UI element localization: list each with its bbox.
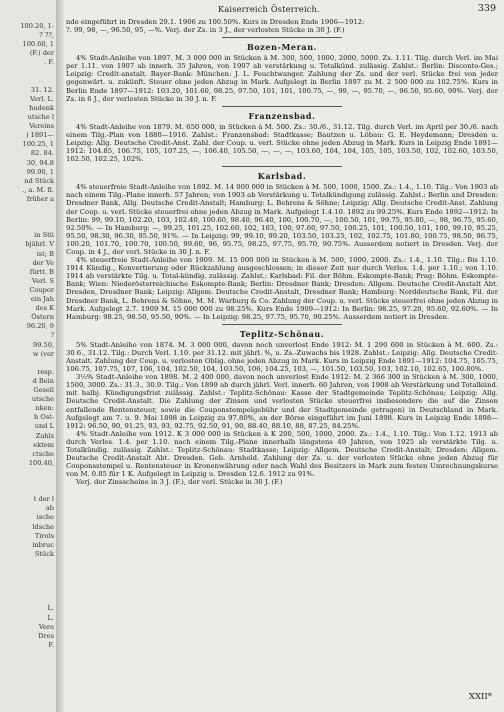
intro-line: ?. 99, 98, —, 96.50, 95, —%. Verj. der Zs. in 3 J., der verlosten Stücke in 30 J. (F.) bbox=[66, 26, 345, 35]
section-heading-bozen-meran: Bozen-Meran. bbox=[246, 42, 317, 53]
previous-page-edge bbox=[0, 0, 57, 712]
section-rule bbox=[222, 37, 342, 38]
left-strip-line: ? bbox=[50, 331, 54, 340]
left-strip-line: Verl. L. bbox=[30, 94, 54, 103]
section-rule bbox=[222, 106, 342, 107]
left-strip-line: 100.25, 1 bbox=[22, 140, 54, 149]
left-strip-line: (F.) der bbox=[29, 49, 54, 58]
section-paragraph: 4% Stadt-Anleihe von 1897. M. 3 000 000 in Stücken à M. 300, 500, 1000, 2000, 5000. Zs. 1.11. Tilg. durch Verl. im Mai per 1.11. von 1907 ab innerh. 35 Jahren, von 1907 ab verstärkung u. Totalkünd. zulässig. Zahlst.: Berlin: Disconto-Ges.; Leipzig: Credit-anstalt. Bayer-Bank: München: J. L. Feuchtwanger. Zahlung der Zs. und der verl. Stücke frei von jeder gegenwärt. u. zukünft. Steuer ohne jeden Abzug in Mark. Aufgelegt in Berlin 1897 zu M. 2 500 000 zu 102.75%. Kurs in Berlin Ende 1897—1912: 103.20, 101.60, 98.25, 97.50, 101, 101, 100.75, —, 99, —, 95.70, —, 96.50, 95.60, 90%. Verj. der Zs. in 6 J., der verlosten Stücke in 30 J. n. F. bbox=[66, 54, 498, 103]
section-rule bbox=[222, 324, 342, 325]
page bbox=[66, 0, 498, 712]
left-strip-line: d Bein bbox=[32, 376, 54, 385]
left-strip-line: L. bbox=[47, 604, 54, 613]
left-strip-line: 30, 94.8 bbox=[26, 158, 54, 167]
section-paragraph: 3½% Stadt-Anleihe von 1898. M. 2 400 000, davon noch unverlost Ende 1912: M. 2 366 300 in Stücken à M. 300, 1000, 1500, 3000. Zs.: 31.3., 30.9. Tilg.: Von 1899 ab durch jährl. Verl. innerh. 60 Jahren, von 1908 ab Verstärkung und Totalkünd. mit halbj. Kündigungsfrist zulässig. Zahlst.: Teplitz-Schönau: Kasse der Stadtgemeinde Teplitz-Schönau; Leipzig: Allg. Deutsche Credit-Anstalt. Die Zahlung der Zinsen und verlosten Stücke steuerfrei insbesondere die auf die Zinsen entfallende Rentensteuer, sowie die Couponstempelgebühr und der Stadtgemeinde getragen) in Deutschland in Mark. Aufgelegt am 7. u. 9. Mai 1898 in Leipzig zu 97.80%, an der Börse eingeführt im Juni 1898. Kurs in Leipzig Ende 1898—1912: 96.50, 90, 91.25, 93, 93, 92.75, 92.50, 91, 90, 88.40, 88.10, 88, 87.25, 84.25%. bbox=[66, 373, 498, 430]
section-paragraph: 4% steuerfreie Stadt-Anleihe von 1909. M. 15 000 000 in Stücken à M. 500, 1000, 2000. Zs.: 1.4., 1.10. Tilg.: Bis 1.10. 1914 Kündig., Konvertierung oder Rückzahlung ausgeschlossen; in dieser Zeit nur durch Verlos. 1.4. per 1.10.; von 1.10. 1914 ab verstärkte Tilg. u. Total-kündig. zulässig. Zahlst.: Karlsbad: Fil. der Böhm. Eskompte-Bank; Prag: Böhm. Eskompte-Bank; Wien: Niederösterreichische Eskompte-Bank; Berlin: Dresdner Bank; Dresden: Allgem. Deutsche Credit-Anstalt Abt. Dresden, Dresdner Bank; Leipzig: Allgem. Deutsche Credit-Anstalt, Dresdner Bank; Hamburg: Norddeutsche Bank, Fil. der Dresdner Bank, L. Behrens & Söhne, M. M. Warburg & Co. Zahlung der Coup. u. verl. Stücke steuerfrei ohne jeden Abzug in Mark. Aufgelegt 2.7. 1909 M. 15 000 000 zu 98.25%. Kurs Ende 1909—1912: In Berlin: 98.25, 97.20, 95.60, 92.60%. — In Hamburg: 98.25, 98.50, 95.50, 90%. — In Leipzig: 98.25, 97.75, 95.70, 90.25%. Ausserdem notiert in Dresden. bbox=[66, 256, 498, 321]
left-strip-line: 82. 84. bbox=[30, 149, 54, 158]
signature-mark: XXII* bbox=[468, 692, 492, 702]
left-strip-line: Gesell bbox=[33, 386, 54, 394]
left-strip-line: ab bbox=[45, 504, 54, 513]
left-strip-line: utsche bbox=[31, 395, 54, 404]
left-strip-line: hudenk bbox=[29, 103, 54, 112]
page-number: 339 bbox=[477, 3, 496, 14]
left-strip-line: inbruc bbox=[32, 540, 54, 549]
section-paragraph: 4% Stadt-Anleihe von 1912. K 3 000 000 in Stücken à K 200, 500, 1000, 2000. Zs.: 1.4., 1.10. Tilg.: Von 1.12. 1913 ab durch Verlos. 1.4. per 1.10. nach einem Tilg.-Plane innerhalb längstens 49 Jahren, von 1925 ab verstärkte Tilg. u. Totalkündig. zulässig. Zahlst.: Teplitz-Schönau: Stadtkasse; Leipzig: Allgem. Deutsche Credit-Anstalt; Dresden: Allgem. Deutsche Credit-Anstalt Abt. Dresden. Geb. Arnhold. Zahlung der Zs. u. der verlosten Stücke ohne jeden Abzug für Couponsstempel u. Rentensteuer in Kronenwährung oder nach Wahl des Besitzers in Mark zum festen Umrechnungskurse von M. 0.85 für 1 K. Aufgelegt in Leipzig u. Dresden 12.6. 1912 zu 91%. bbox=[66, 429, 498, 479]
section-paragraph: 4% steuerfreie Stadt-Anleihe von 1892. M. 14 000 000 in Stücken à M. 500, 1000, 1500. Zs.: 1.4., 1.10. Tilg.: Von 1903 ab nach einem Tilg.-Plane innerh. 57 Jahren; von 1903 ab Verstärkung u. Totalkündigung zulässig. Zahlst.: Berlin und Dresden: Dresdner Bank, Allg. Deutsche Credit-Anstalt; Hamburg: L. Behrens & Söhne; Leipzig: Allg. Deutsche Credit-Anst. Zahlung der Coup. u. verl. Stücke steuerfrei ohne jeden Abzug in Mark. Aufgelegt 1.4.10. 1892 zu 99.25%. Kurs Ende 1892—1912: In Berlin: 99, 99.10, 102.20, 103, 102.40, 100.60, 98.40, 96.40, 100, 100.70, —, 100.50, 101, 99.75, 95.80, —, 98, 96.75, 95.60, 92.50%. — In Hamburg: —, 99.25, 101.25, 102.60, 102, 103, 100, 97.60, 97.50, 100.25, 101, 100.50, 101, 100, 99.10, 95.25, 95.50, 98.30, 96.30, 95.50, 91%. — In Leipzig: 99, 99.10, 99.20, 103.50, 103.25, 102, 102.75, 101.80, 100.75, 98.50, 96.75, 100.20, 101.70, 100.70, 100.50, 99.60, 96, 95.75, 98.25, 97.75, 95.70, 90.75%. Ausserdem notiert in Dresden. Verj. der Coup. in 4 J., der verl. Stücke in 30 J. n. F. bbox=[66, 183, 498, 256]
left-strip-line: w (ver bbox=[32, 349, 54, 358]
left-strip-line: 31. 12. bbox=[30, 85, 54, 94]
left-strip-line: ist; B bbox=[36, 249, 54, 258]
left-strip-line: 100.20, 1- bbox=[20, 22, 54, 30]
left-strip-line: Östern bbox=[31, 313, 54, 322]
left-strip-line: ldsche bbox=[32, 522, 54, 531]
left-strip-line: fürtt. B bbox=[29, 267, 54, 276]
left-strip-line: der Ve bbox=[32, 258, 54, 267]
left-strip-line: bjährl. V bbox=[25, 240, 54, 249]
left-strip-line: Verl. S bbox=[31, 276, 54, 285]
left-strip-line: 99.50, bbox=[33, 340, 54, 349]
left-strip-line: nd Stück bbox=[24, 176, 54, 185]
left-strip-line: in Stü bbox=[34, 231, 54, 240]
left-strip-line: Zahls bbox=[35, 431, 54, 440]
left-strip-line: F. bbox=[48, 640, 54, 649]
left-strip-line: Coupor bbox=[29, 285, 54, 294]
section-paragraph: 5% Stadt-Anleihe von 1874. M. 3 000 000, davon noch unverlost Ende 1912: M. 1 290 600 in Stücken à M. 600. Zs.: 30.6., 31.12. Tilg.: Durch Verl. 1.10. per 31.12. mit jährl. %, u. Zs.-Zuwachs bis 1928. Zahlst.: Leipzig: Allg. Deutsche Credit-Anstalt. Zahlung der Coup. u. verlosten Oblig. ohne jeden Abzug in Mark. Kurs in Leipzig Ende 1891—1912: 104.75, 105.75, 106.75, 107.75, 107, 106, 104, 102.50, 104, 103.50, 106, 104.25, 103, —, 101.50, 103.50, 103, 102.10, 102.65, 100.80%. bbox=[66, 340, 498, 374]
left-strip-line: Tirols bbox=[34, 531, 54, 540]
section-heading-franzensbad: Franzensbad. bbox=[248, 110, 316, 121]
left-strip-line: 100.40, bbox=[28, 458, 54, 467]
section-rule bbox=[222, 166, 342, 167]
section-heading-karlsbad: Karlsbad. bbox=[257, 171, 307, 182]
left-strip-line: L. bbox=[47, 613, 54, 622]
left-strip-line: ische bbox=[36, 513, 54, 522]
left-strip-line: utsche l bbox=[27, 113, 54, 121]
section-paragraph: Verj. der Zinsscheine in 3 J. (F.), der verl. Stücke in 30 J. (F.) bbox=[76, 478, 283, 487]
left-strip-line: früher a bbox=[26, 194, 54, 203]
left-strip-line: nken: bbox=[35, 404, 54, 413]
section-heading-teplitz-schoenau: Teplitz-Schönau. bbox=[239, 328, 325, 339]
left-strip-line: des K bbox=[35, 304, 54, 313]
left-strip-line: ? ??, bbox=[39, 31, 54, 40]
page-gutter bbox=[56, 0, 64, 712]
left-strip-line: t der l bbox=[33, 495, 54, 504]
left-strip-line: 99.90, 1 bbox=[26, 167, 54, 176]
running-head-title: Kaiserreich Österreich. bbox=[218, 4, 320, 14]
left-strip-line: Vere bbox=[38, 622, 54, 631]
left-strip-line: ) 1891— bbox=[25, 131, 54, 140]
left-strip-line: ein Jah bbox=[30, 295, 54, 303]
left-strip-line: ., a. M. fl. bbox=[22, 185, 54, 194]
left-strip-line: Dres bbox=[38, 631, 54, 640]
left-strip-line: resp. bbox=[37, 367, 54, 376]
left-strip-line: ektem bbox=[33, 440, 54, 449]
left-strip-line: und L bbox=[34, 422, 54, 431]
section-paragraph: 4% Stadt-Anleihe von 1879. M. 650 000, in Stücken à M. 500. Zs.: 30./6., 31.12. Tilg. durch Verl. im April per 30./6. nach einem Tilg.-Plan von 1880—1916. Zahlst.: Franzensbad: Stadtkasse; Bautzen u. Löbau: G. E. Heydemann; Dresden u. Leipzig: Allg. Deutsche Credit-Anst. Zahl. der Coup. u. verl. Stücke ohne jeden Abzug in Mark. Kurs in Leipzig Ende 1891—1912: 104.85, 106.75, 105, 107.25, —, 106.40, 105.50, —, —, —, 103.60, 104, 104, 105, 105, 103.50, 102, 102.60, 103.50, 102.50, 102.25, 102%. bbox=[66, 122, 498, 164]
intro-line: nde eingeführt in Dresden 29.1. 1906 zu 100.50%. Kurs in Dresden Ende 1906—1912: bbox=[66, 18, 365, 26]
left-strip-line: Vereins bbox=[29, 122, 54, 131]
left-strip-line: ctsche bbox=[32, 449, 54, 458]
left-strip-line: 100.60, 1 bbox=[22, 40, 54, 49]
left-strip-line: . F. bbox=[44, 58, 54, 67]
left-strip-line: Stück bbox=[34, 549, 54, 558]
left-strip-line: h Ost- bbox=[33, 413, 54, 422]
left-strip-line: 96.20, 9 bbox=[26, 322, 54, 331]
page-body bbox=[66, 18, 498, 487]
running-head bbox=[66, 4, 498, 16]
